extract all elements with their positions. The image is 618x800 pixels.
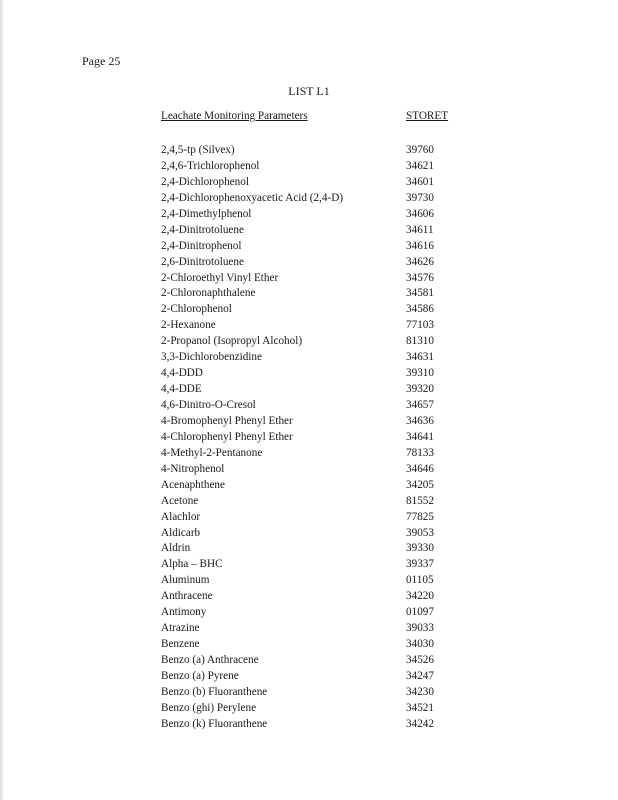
storet-code: 39330: [406, 542, 434, 555]
parameter-name: Benzo (k) Fluoranthene: [161, 717, 268, 730]
parameter-name: 4-Bromophenyl Phenyl Ether: [161, 414, 293, 427]
parameter-name: 2-Chloronaphthalene: [161, 287, 256, 300]
parameter-name: Anthracene: [161, 590, 213, 603]
table-row: [161, 160, 461, 176]
parameter-name: 2,4,5-tp (Silvex): [161, 144, 235, 156]
table-row: [161, 590, 461, 606]
parameter-name: 4,4-DDD: [161, 367, 203, 380]
storet-code: 34205: [406, 478, 434, 491]
parameter-name: 4-Methyl-2-Pentanone: [161, 446, 263, 459]
parameter-name: Benzo (a) Anthracene: [161, 654, 259, 666]
table-row: [161, 431, 461, 447]
parameter-name: 2,4-Dimethylphenol: [161, 207, 252, 220]
parameter-name: Benzo (ghi) Perylene: [161, 701, 257, 714]
table-row: [161, 558, 461, 574]
storet-code: 39033: [406, 622, 434, 635]
storet-code: 34616: [406, 239, 434, 252]
storet-code: 34526: [406, 654, 434, 666]
parameter-name: 2,4-Dinitrophenol: [161, 239, 242, 252]
table-row: [161, 495, 461, 511]
table-row: [161, 240, 461, 256]
parameter-name: 2-Chlorophenol: [161, 303, 232, 316]
storet-code: 34621: [406, 159, 434, 172]
table-row: [161, 654, 461, 670]
storet-code: 34626: [406, 255, 434, 268]
table-row: [161, 367, 461, 383]
parameter-name: Atrazine: [161, 622, 200, 635]
table-row: [161, 447, 461, 463]
table-row: [161, 256, 461, 272]
table-row: [161, 319, 461, 335]
parameter-name: 2,4,6-Trichlorophenol: [161, 159, 260, 172]
table-row: [161, 686, 461, 702]
storet-code: 34220: [406, 590, 434, 603]
parameter-name: 2,4-Dichlorophenoxyacetic Acid (2,4-D): [161, 191, 344, 204]
parameter-name: Alpha – BHC: [161, 558, 223, 571]
parameter-name: Aldrin: [161, 542, 191, 555]
table-row: [161, 638, 461, 654]
parameter-name: 2-Propanol (Isopropyl Alcohol): [161, 335, 303, 348]
table-row: [161, 574, 461, 590]
table-row: [161, 670, 461, 686]
storet-code: 34631: [406, 351, 434, 364]
storet-code: 34636: [406, 414, 434, 427]
storet-code: 34030: [406, 638, 434, 651]
parameter-name: Acetone: [161, 494, 199, 507]
table-row: [161, 351, 461, 367]
storet-code: 34576: [406, 271, 434, 284]
table-row: [161, 479, 461, 495]
table-row: [161, 335, 461, 351]
storet-code: 34581: [406, 287, 434, 300]
table-row: [161, 144, 461, 160]
parameter-name: Aluminum: [161, 574, 210, 587]
table-row: [161, 303, 461, 319]
storet-code: 34242: [406, 717, 434, 730]
parameter-name: Benzo (b) Fluoranthene: [161, 685, 268, 698]
list-title: LIST L1: [288, 84, 330, 98]
storet-code: 77103: [406, 319, 434, 332]
page-number: Page 25: [82, 54, 121, 68]
storet-code: 39310: [406, 367, 434, 380]
storet-code: 34606: [406, 207, 434, 220]
table-row: [161, 176, 461, 192]
parameter-name: Benzo (a) Pyrene: [161, 669, 239, 682]
storet-code: 77825: [406, 510, 434, 523]
table-row: [161, 287, 461, 303]
table-row: [161, 224, 461, 240]
storet-code: 34247: [406, 669, 434, 682]
table-row: [161, 527, 461, 543]
table-row: [161, 511, 461, 527]
parameter-name: 2,4-Dinitrotoluene: [161, 223, 244, 236]
storet-code: 39337: [406, 558, 434, 571]
parameter-name: 2-Hexanone: [161, 319, 216, 332]
storet-code: 78133: [406, 446, 434, 459]
table-row: [161, 606, 461, 622]
parameter-name: 4,4-DDE: [161, 383, 202, 396]
parameter-name: 4-Nitrophenol: [161, 462, 225, 475]
storet-code: 34586: [406, 303, 434, 316]
scan-edge-shadow: [0, 0, 4, 800]
table-header: [161, 110, 461, 126]
storet-code: 81310: [406, 335, 434, 348]
parameter-name: 4-Chlorophenyl Phenyl Ether: [161, 430, 293, 443]
table-row: [161, 718, 461, 734]
storet-code: 34641: [406, 430, 434, 443]
storet-code: 39760: [406, 144, 434, 156]
table-row: [161, 542, 461, 558]
table-row: [161, 399, 461, 415]
parameter-name: 2-Chloroethyl Vinyl Ether: [161, 271, 279, 284]
table-row: [161, 208, 461, 224]
storet-code: 01105: [406, 574, 434, 587]
storet-code: 01097: [406, 606, 434, 619]
storet-code: 39053: [406, 526, 434, 539]
table-row: [161, 463, 461, 479]
storet-code: 34521: [406, 701, 434, 714]
parameter-name: Antimony: [161, 606, 207, 619]
table-row: [161, 702, 461, 718]
storet-code: 34601: [406, 175, 434, 188]
table-body: [161, 144, 461, 734]
parameter-name: Benzene: [161, 638, 200, 651]
storet-code: 34611: [406, 223, 434, 236]
parameter-name: 4,6-Dinitro-O-Cresol: [161, 399, 256, 411]
parameter-name: 2,4-Dichlorophenol: [161, 175, 249, 188]
parameter-name: Acenaphthene: [161, 478, 225, 491]
table-row: [161, 622, 461, 638]
header-parameters: Leachate Monitoring Parameters: [161, 110, 308, 122]
storet-code: 39730: [406, 191, 434, 204]
parameters-table: [161, 110, 461, 734]
parameter-name: Alachlor: [161, 510, 201, 523]
storet-code: 81552: [406, 494, 434, 507]
storet-code: 34230: [406, 685, 434, 698]
storet-code: 39320: [406, 383, 434, 396]
table-row: [161, 383, 461, 399]
storet-code: 34657: [406, 399, 434, 411]
parameter-name: 2,6-Dinitrotoluene: [161, 255, 244, 268]
table-row: [161, 272, 461, 288]
table-row: [161, 415, 461, 431]
header-storet: STORET: [406, 110, 449, 122]
table-row: [161, 192, 461, 208]
storet-code: 34646: [406, 462, 434, 475]
parameter-name: 3,3-Dichlorobenzidine: [161, 351, 262, 364]
parameter-name: Aldicarb: [161, 526, 201, 539]
